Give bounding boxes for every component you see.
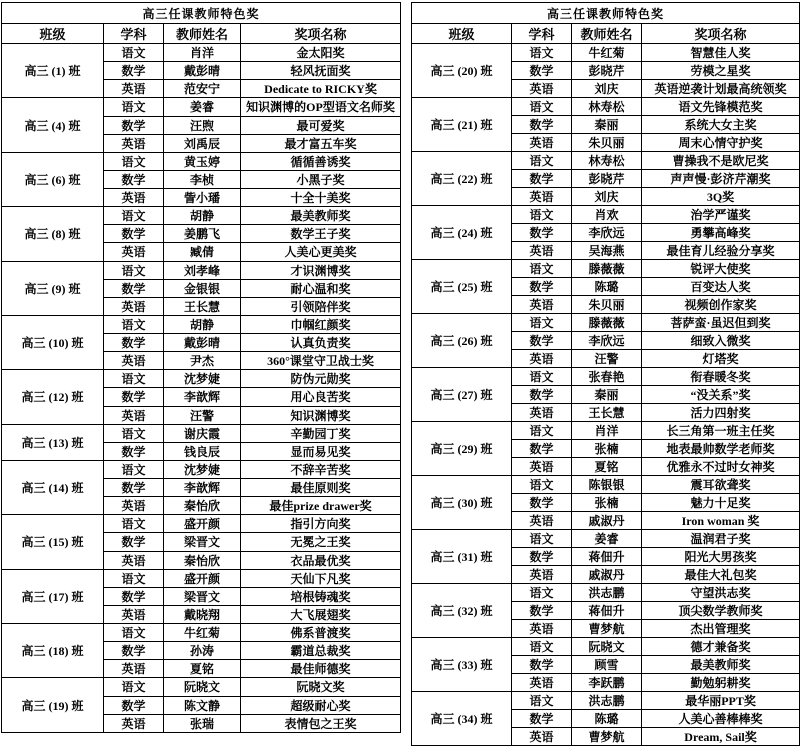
teacher-cell: 尹杰	[164, 352, 241, 370]
table-row	[2, 424, 401, 442]
class-cell: 高三 (14) 班	[2, 460, 104, 514]
subject-cell: 语文	[512, 638, 572, 656]
class-cell: 高三 (33) 班	[412, 638, 512, 692]
award-cell: 耐心温和奖	[241, 279, 401, 297]
table-row	[412, 368, 800, 386]
teacher-cell: 汪警	[572, 350, 642, 368]
teacher-cell: 张楠	[572, 494, 642, 512]
teacher-cell: 戚淑丹	[572, 512, 642, 530]
award-cell: 阮晓文奖	[241, 678, 401, 696]
class-cell: 高三 (6) 班	[2, 152, 104, 206]
teacher-cell: 洪志鹏	[572, 692, 642, 710]
award-cell: 认真负责奖	[241, 334, 401, 352]
teacher-cell: 梁晋文	[164, 533, 241, 551]
table-row	[2, 98, 401, 116]
teacher-cell: 林寿松	[572, 98, 642, 116]
teacher-cell: 姜睿	[164, 98, 241, 116]
teacher-cell: 朱贝丽	[572, 296, 642, 314]
table-row	[2, 678, 401, 696]
class-cell: 高三 (17) 班	[2, 569, 104, 623]
subject-cell: 语文	[104, 460, 164, 478]
subject-cell: 英语	[104, 714, 164, 732]
table-row	[2, 569, 401, 587]
teacher-cell: 曹梦航	[572, 620, 642, 638]
class-cell: 高三 (31) 班	[412, 530, 512, 584]
subject-cell: 语文	[512, 98, 572, 116]
award-cell: 最华丽PPT奖	[642, 692, 800, 710]
column-header: 学科	[512, 24, 572, 44]
teacher-cell: 朱贝丽	[572, 134, 642, 152]
award-cell: 人美心善棒棒奖	[642, 710, 800, 728]
teacher-cell: 李歆辉	[164, 388, 241, 406]
teacher-cell: 秦丽	[572, 116, 642, 134]
teacher-cell: 吴海燕	[572, 242, 642, 260]
column-header: 奖项名称	[241, 24, 401, 44]
teacher-cell: 李跃鹏	[572, 674, 642, 692]
award-cell: 活力四射奖	[642, 404, 800, 422]
teacher-cell: 臧倩	[164, 243, 241, 261]
subject-cell: 语文	[512, 584, 572, 602]
subject-cell: 语文	[512, 206, 572, 224]
teacher-cell: 洪志鹏	[572, 584, 642, 602]
teacher-cell: 林寿松	[572, 152, 642, 170]
subject-cell: 语文	[512, 314, 572, 332]
award-cell: 最佳prize drawer奖	[241, 497, 401, 515]
teacher-cell: 金银银	[164, 279, 241, 297]
award-cell: 英语逆袭计划最高统领奖	[642, 80, 800, 98]
class-cell: 高三 (34) 班	[412, 692, 512, 746]
subject-cell: 语文	[104, 569, 164, 587]
award-cell: 最佳原则奖	[241, 479, 401, 497]
subject-cell: 语文	[512, 152, 572, 170]
subject-cell: 英语	[512, 80, 572, 98]
table-row	[412, 98, 800, 116]
teacher-cell: 蒋佃升	[572, 602, 642, 620]
award-cell: 知识渊博奖	[241, 406, 401, 424]
column-header: 班级	[412, 24, 512, 44]
award-cell: 最佳大礼包奖	[642, 566, 800, 584]
subject-cell: 数学	[512, 710, 572, 728]
table-title: 高三任课教师特色奖	[412, 3, 800, 24]
award-cell: 超级耐心奖	[241, 696, 401, 714]
subject-cell: 数学	[512, 440, 572, 458]
subject-cell: 英语	[512, 404, 572, 422]
teacher-cell: 姜睿	[572, 530, 642, 548]
teacher-cell: 顾雪	[572, 656, 642, 674]
subject-cell: 语文	[512, 530, 572, 548]
teacher-cell: 李歆辉	[164, 479, 241, 497]
awards-table-left	[1, 2, 401, 733]
subject-cell: 数学	[512, 656, 572, 674]
subject-cell: 数学	[104, 170, 164, 188]
subject-cell: 语文	[512, 692, 572, 710]
column-header: 教师姓名	[164, 24, 241, 44]
table-row	[2, 370, 401, 388]
award-cell: 衣品最优奖	[241, 551, 401, 569]
subject-cell: 英语	[104, 352, 164, 370]
award-cell: 地表最帅数学老师奖	[642, 440, 800, 458]
award-cell: 杰出管理奖	[642, 620, 800, 638]
subject-cell: 英语	[104, 406, 164, 424]
subject-cell: 数学	[512, 386, 572, 404]
subject-cell: 英语	[104, 243, 164, 261]
award-cell: 知识渊博的OP型语文名师奖	[241, 98, 401, 116]
column-header: 班级	[2, 24, 104, 44]
subject-cell: 英语	[512, 458, 572, 476]
subject-cell: 英语	[104, 189, 164, 207]
class-cell: 高三 (27) 班	[412, 368, 512, 422]
award-cell: 灯塔奖	[642, 350, 800, 368]
table-row	[2, 44, 401, 62]
teacher-cell: 胡静	[164, 315, 241, 333]
class-cell: 高三 (12) 班	[2, 370, 104, 424]
award-cell: 智慧佳人奖	[642, 44, 800, 62]
award-cell: 视频创作家奖	[642, 296, 800, 314]
award-cell: 长三角第一班主任奖	[642, 422, 800, 440]
class-cell: 高三 (29) 班	[412, 422, 512, 476]
award-cell: 人美心更美奖	[241, 243, 401, 261]
award-cell: 3Q奖	[642, 188, 800, 206]
subject-cell: 英语	[512, 512, 572, 530]
teacher-cell: 滕薇薇	[572, 314, 642, 332]
teacher-cell: 钱良辰	[164, 442, 241, 460]
subject-cell: 语文	[104, 624, 164, 642]
award-cell: 小黑子奖	[241, 170, 401, 188]
award-cell: 温润君子奖	[642, 530, 800, 548]
award-cell: 霸道总裁奖	[241, 642, 401, 660]
table-row	[412, 530, 800, 548]
teacher-cell: 姜鹏飞	[164, 225, 241, 243]
award-cell: 引领陪伴奖	[241, 297, 401, 315]
teacher-cell: 肖洋	[164, 44, 241, 62]
award-cell: 十全十美奖	[241, 189, 401, 207]
award-cell: Iron woman 奖	[642, 512, 800, 530]
teacher-cell: 李欣远	[572, 224, 642, 242]
award-cell: 显而易见奖	[241, 442, 401, 460]
teacher-cell: 孙涛	[164, 642, 241, 660]
teacher-cell: 张楠	[572, 440, 642, 458]
subject-cell: 数学	[512, 224, 572, 242]
teacher-cell: 秦怡欣	[164, 497, 241, 515]
subject-cell: 数学	[104, 279, 164, 297]
subject-cell: 数学	[512, 170, 572, 188]
teacher-cell: 张春艳	[572, 368, 642, 386]
teacher-cell: 夏铭	[164, 660, 241, 678]
subject-cell: 语文	[512, 476, 572, 494]
class-cell: 高三 (1) 班	[2, 44, 104, 98]
award-cell: 轻风抚面奖	[241, 62, 401, 80]
class-cell: 高三 (15) 班	[2, 515, 104, 569]
table-title: 高三任课教师特色奖	[2, 3, 401, 24]
column-header: 奖项名称	[642, 24, 800, 44]
subject-cell: 数学	[512, 332, 572, 350]
teacher-cell: 刘禹辰	[164, 134, 241, 152]
award-cell: 最美教师奖	[241, 207, 401, 225]
title-row	[412, 3, 800, 24]
subject-cell: 数学	[104, 116, 164, 134]
award-cell: 防伪元勋奖	[241, 370, 401, 388]
header-row	[412, 24, 800, 44]
teacher-cell: 谢庆霞	[164, 424, 241, 442]
teacher-cell: 曹梦航	[572, 728, 642, 746]
award-cell: 巾帼红颜奖	[241, 315, 401, 333]
teacher-cell: 戴彭晴	[164, 334, 241, 352]
award-cell: 锐评大使奖	[642, 260, 800, 278]
award-cell: 最才富五车奖	[241, 134, 401, 152]
award-cell: 百变达人奖	[642, 278, 800, 296]
award-cell: 最佳师德奖	[241, 660, 401, 678]
subject-cell: 数学	[512, 602, 572, 620]
award-cell: 数学王子奖	[241, 225, 401, 243]
award-cell: 才识渊博奖	[241, 261, 401, 279]
subject-cell: 英语	[512, 566, 572, 584]
class-cell: 高三 (32) 班	[412, 584, 512, 638]
award-cell: 声声慢·彭济芹潮奖	[642, 170, 800, 188]
title-row	[2, 3, 401, 24]
subject-cell: 语文	[104, 207, 164, 225]
subject-cell: 英语	[512, 134, 572, 152]
teacher-cell: 阮晓文	[164, 678, 241, 696]
teacher-cell: 牛红菊	[164, 624, 241, 642]
class-cell: 高三 (22) 班	[412, 152, 512, 206]
subject-cell: 数学	[104, 479, 164, 497]
subject-cell: 数学	[512, 62, 572, 80]
subject-cell: 英语	[512, 296, 572, 314]
award-cell: “没关系”奖	[642, 386, 800, 404]
subject-cell: 数学	[512, 494, 572, 512]
award-cell: 周末心情守护奖	[642, 134, 800, 152]
award-cell: 劳模之星奖	[642, 62, 800, 80]
teacher-cell: 刘庆	[572, 80, 642, 98]
teacher-cell: 王长慧	[572, 404, 642, 422]
subject-cell: 英语	[104, 497, 164, 515]
subject-cell: 英语	[512, 674, 572, 692]
teacher-cell: 汪警	[164, 406, 241, 424]
subject-cell: 语文	[512, 422, 572, 440]
award-cell: 系统大女主奖	[642, 116, 800, 134]
subject-cell: 语文	[104, 370, 164, 388]
teacher-cell: 牛红菊	[572, 44, 642, 62]
award-cell: 勇攀高峰奖	[642, 224, 800, 242]
teacher-cell: 戚淑丹	[572, 566, 642, 584]
teacher-cell: 李欣远	[572, 332, 642, 350]
table-row	[412, 44, 800, 62]
award-cell: 360°课堂守卫战士奖	[241, 352, 401, 370]
table-row	[2, 624, 401, 642]
class-cell: 高三 (26) 班	[412, 314, 512, 368]
teacher-cell: 胡静	[164, 207, 241, 225]
subject-cell: 英语	[512, 242, 572, 260]
teacher-cell: 黄玉婷	[164, 152, 241, 170]
teacher-cell: 盛开颜	[164, 515, 241, 533]
table-row	[412, 206, 800, 224]
award-cell: 守望洪志奖	[642, 584, 800, 602]
award-cell: 勤勉躬耕奖	[642, 674, 800, 692]
award-cell: 天仙下凡奖	[241, 569, 401, 587]
subject-cell: 英语	[104, 605, 164, 623]
subject-cell: 英语	[512, 728, 572, 746]
table-row	[412, 692, 800, 710]
subject-cell: 数学	[104, 225, 164, 243]
table-row	[412, 638, 800, 656]
award-cell: 治学严谨奖	[642, 206, 800, 224]
subject-cell: 英语	[512, 620, 572, 638]
table-row	[2, 207, 401, 225]
teacher-cell: 沈梦婕	[164, 460, 241, 478]
class-cell: 高三 (19) 班	[2, 678, 104, 733]
subject-cell: 英语	[104, 660, 164, 678]
class-cell: 高三 (4) 班	[2, 98, 104, 152]
award-cell: 金太阳奖	[241, 44, 401, 62]
subject-cell: 数学	[104, 442, 164, 460]
teacher-cell: 王长慧	[164, 297, 241, 315]
teacher-cell: 陈璐	[572, 278, 642, 296]
teacher-cell: 梁晋文	[164, 587, 241, 605]
award-cell: 辛勤园丁奖	[241, 424, 401, 442]
teacher-cell: 肖欢	[572, 206, 642, 224]
award-cell: 指引方向奖	[241, 515, 401, 533]
teacher-cell: 范安宁	[164, 80, 241, 98]
teacher-cell: 戴晓翔	[164, 605, 241, 623]
subject-cell: 英语	[104, 134, 164, 152]
teacher-cell: 夏铭	[572, 458, 642, 476]
award-cell: 顶尖数学教师奖	[642, 602, 800, 620]
award-cell: 优雅永不过时女神奖	[642, 458, 800, 476]
class-cell: 高三 (20) 班	[412, 44, 512, 98]
teacher-cell: 陈文静	[164, 696, 241, 714]
class-cell: 高三 (18) 班	[2, 624, 104, 678]
teacher-cell: 陈银银	[572, 476, 642, 494]
teacher-cell: 戴彭晴	[164, 62, 241, 80]
class-cell: 高三 (25) 班	[412, 260, 512, 314]
teacher-cell: 訾小璠	[164, 189, 241, 207]
teacher-cell: 刘庆	[572, 188, 642, 206]
subject-cell: 语文	[104, 261, 164, 279]
subject-cell: 英语	[104, 551, 164, 569]
teacher-cell: 沈梦婕	[164, 370, 241, 388]
column-header: 学科	[104, 24, 164, 44]
subject-cell: 语文	[104, 678, 164, 696]
teacher-cell: 阮晓文	[572, 638, 642, 656]
subject-cell: 数学	[104, 533, 164, 551]
table-row	[2, 261, 401, 279]
class-cell: 高三 (24) 班	[412, 206, 512, 260]
class-cell: 高三 (9) 班	[2, 261, 104, 315]
subject-cell: 数学	[104, 587, 164, 605]
table-row	[412, 476, 800, 494]
award-cell: 表情包之王奖	[241, 714, 401, 732]
table-row	[2, 152, 401, 170]
award-cell: 最可爱奖	[241, 116, 401, 134]
award-cell: 细致入微奖	[642, 332, 800, 350]
class-cell: 高三 (8) 班	[2, 207, 104, 261]
subject-cell: 语文	[104, 424, 164, 442]
teacher-cell: 刘孝峰	[164, 261, 241, 279]
subject-cell: 英语	[104, 297, 164, 315]
table-row	[412, 422, 800, 440]
class-cell: 高三 (10) 班	[2, 315, 104, 369]
award-cell: 阳光大男孩奖	[642, 548, 800, 566]
table-row	[412, 260, 800, 278]
award-cell: 魅力十足奖	[642, 494, 800, 512]
teacher-cell: 陈璐	[572, 710, 642, 728]
award-cell: 用心良苦奖	[241, 388, 401, 406]
subject-cell: 语文	[104, 515, 164, 533]
award-cell: 不辞辛苦奖	[241, 460, 401, 478]
award-cell: 震耳欲聋奖	[642, 476, 800, 494]
award-cell: 曹操我不是欧尼奖	[642, 152, 800, 170]
teacher-cell: 汪煦	[164, 116, 241, 134]
teacher-cell: 蒋佃升	[572, 548, 642, 566]
subject-cell: 英语	[512, 188, 572, 206]
teacher-cell: 彭晓芹	[572, 170, 642, 188]
award-cell: 德才兼备奖	[642, 638, 800, 656]
subject-cell: 语文	[512, 260, 572, 278]
header-row	[2, 24, 401, 44]
subject-cell: 数学	[512, 548, 572, 566]
subject-cell: 语文	[104, 98, 164, 116]
table-row	[2, 315, 401, 333]
award-cell: 大飞展翅奖	[241, 605, 401, 623]
table-row	[2, 460, 401, 478]
table-row	[412, 314, 800, 332]
table-row	[412, 152, 800, 170]
table-row	[2, 515, 401, 533]
subject-cell: 语文	[104, 44, 164, 62]
subject-cell: 数学	[512, 278, 572, 296]
award-cell: 循循善诱奖	[241, 152, 401, 170]
teacher-cell: 肖洋	[572, 422, 642, 440]
award-cell: 菩萨蛮·虽迟但到奖	[642, 314, 800, 332]
subject-cell: 数学	[104, 62, 164, 80]
teacher-cell: 滕薇薇	[572, 260, 642, 278]
subject-cell: 语文	[512, 44, 572, 62]
subject-cell: 数学	[104, 388, 164, 406]
subject-cell: 语文	[104, 315, 164, 333]
award-cell: Dream, Sail奖	[642, 728, 800, 746]
award-cell: 培根铸魂奖	[241, 587, 401, 605]
award-cell: 佛系普渡奖	[241, 624, 401, 642]
subject-cell: 数学	[104, 696, 164, 714]
teacher-cell: 张瑞	[164, 714, 241, 732]
subject-cell: 数学	[104, 334, 164, 352]
class-cell: 高三 (13) 班	[2, 424, 104, 460]
subject-cell: 英语	[104, 80, 164, 98]
column-header: 教师姓名	[572, 24, 642, 44]
teacher-cell: 盛开颜	[164, 569, 241, 587]
class-cell: 高三 (21) 班	[412, 98, 512, 152]
award-cell: 最佳育儿经验分享奖	[642, 242, 800, 260]
award-cell: 无冕之王奖	[241, 533, 401, 551]
subject-cell: 英语	[512, 350, 572, 368]
subject-cell: 数学	[104, 642, 164, 660]
awards-table-right	[411, 2, 800, 746]
teacher-cell: 秦怡欣	[164, 551, 241, 569]
award-cell: 衔春暖冬奖	[642, 368, 800, 386]
teacher-cell: 李桢	[164, 170, 241, 188]
subject-cell: 语文	[512, 368, 572, 386]
award-cell: Dedicate to RICKY奖	[241, 80, 401, 98]
subject-cell: 语文	[104, 152, 164, 170]
award-cell: 语文先锋模范奖	[642, 98, 800, 116]
teacher-cell: 秦丽	[572, 386, 642, 404]
teacher-cell: 彭晓芹	[572, 62, 642, 80]
subject-cell: 数学	[512, 116, 572, 134]
table-row	[412, 584, 800, 602]
award-cell: 最美教师奖	[642, 656, 800, 674]
class-cell: 高三 (30) 班	[412, 476, 512, 530]
